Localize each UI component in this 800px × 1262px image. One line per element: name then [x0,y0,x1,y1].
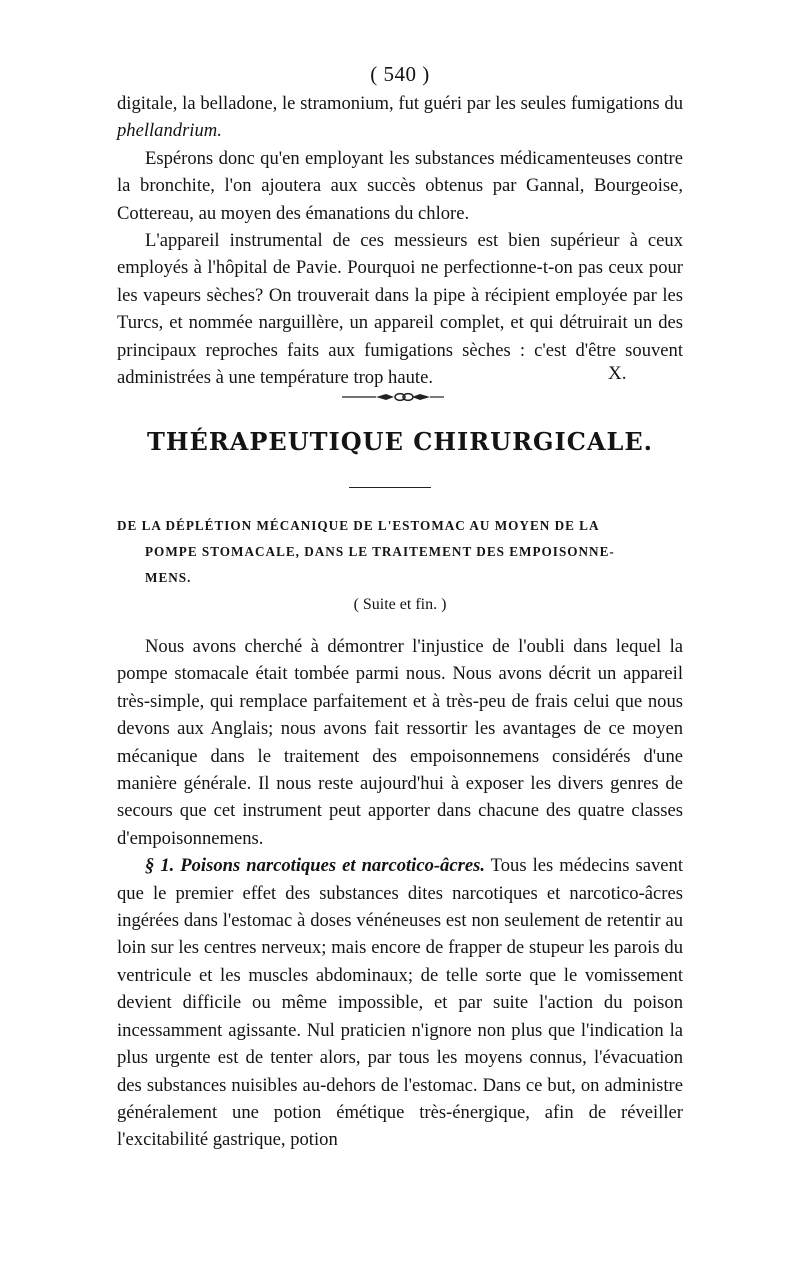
title-rule [349,487,431,488]
italic-term: phellandrium. [117,120,222,142]
ornament-divider [342,390,444,404]
page-number: ( 540 ) [370,62,430,86]
paragraph [117,852,683,1153]
article-body [117,633,683,1154]
article-title-line: DE LA DÉPLÉTION MÉCANIQUE DE L'ESTOMAC AU MOYEN DE LA [117,518,600,533]
previous-article-end [117,90,683,391]
author-signature: X. [608,363,627,384]
paragraph [117,90,683,145]
paragraph: L'appareil instrumental de ces messieurs est bien supérieur à ceux employés à l'hôpital de Pavie. Pourquoi ne perfectionne-t-on pas ceux pour les vapeurs sèches? On trouverait dans la pipe à récipient employée par les Turcs, et nommée narguillère, un appareil complet, et qui détruirait un des principaux reproches faits aux fumigations sèches : c'est d'être souvent administrées à une température trop haute. [117,230,683,389]
continuation-note: ( Suite et fin. ) [353,596,447,613]
paragraph: Nous avons cherché à démontrer l'injustice de l'oubli dans lequel la pompe stomacale était tombée parmi nous. Nous avons décrit un appareil très-simple, qui remplace parfaitement et à très-peu de frais celui que nous devons aux Anglais; nous avons fait ressortir les avantages de ce moyen mécanique dans le traitement des empoisonnemens considérés d'une manière générale. Il nous reste aujourd'hui à exposer les divers genres de secours que cet instrument peut apporter dans chacune des quatre classes d'empoisonnemens. [117,636,683,849]
section-heading: § 1. Poisons narcotiques et narcotico-âcres. [145,855,485,877]
article-title-line: MENS. [145,570,192,585]
article-title-line: POMPE STOMACALE, DANS LE TRAITEMENT DES EMPOISONNE- [145,544,615,559]
article-title [117,513,683,591]
paragraph: Espérons donc qu'en employant les substances médicamenteuses contre la bronchite, l'on ajoutera aux succès obtenus par Gannal, Bourgeoise, Cottereau, au moyen des émanations du chlore. [117,147,683,224]
paragraph-text: Tous les médecins savent que le premier effet des substances dites narcotiques et narcotico-âcres ingérées dans l'estomac à doses vénéneuses est non seulement de retentir au loin sur les centres nerveux; mais encore de frapper de stupeur les parois du ventricule et les muscles abdominaux; de telle sorte que le vomissement devient difficile ou même impossible, et par suite l'action du poison incessamment agissante. Nul praticien n'ignore non plus que l'indication la plus urgente est de tenter alors, par tous les moyens connus, l'évacuation des substances nuisibles au-dehors de l'estomac. Dans ce but, on administre généralement une potion émétique très-énergique, afin de réveiller l'excitabilité gastrique, potion [117,855,683,1151]
paragraph-text: digitale, la belladone, le stramonium, fut guéri par les seules fumigations du [117,93,683,114]
section-title: THÉRAPEUTIQUE CHIRURGICALE. [146,427,654,456]
